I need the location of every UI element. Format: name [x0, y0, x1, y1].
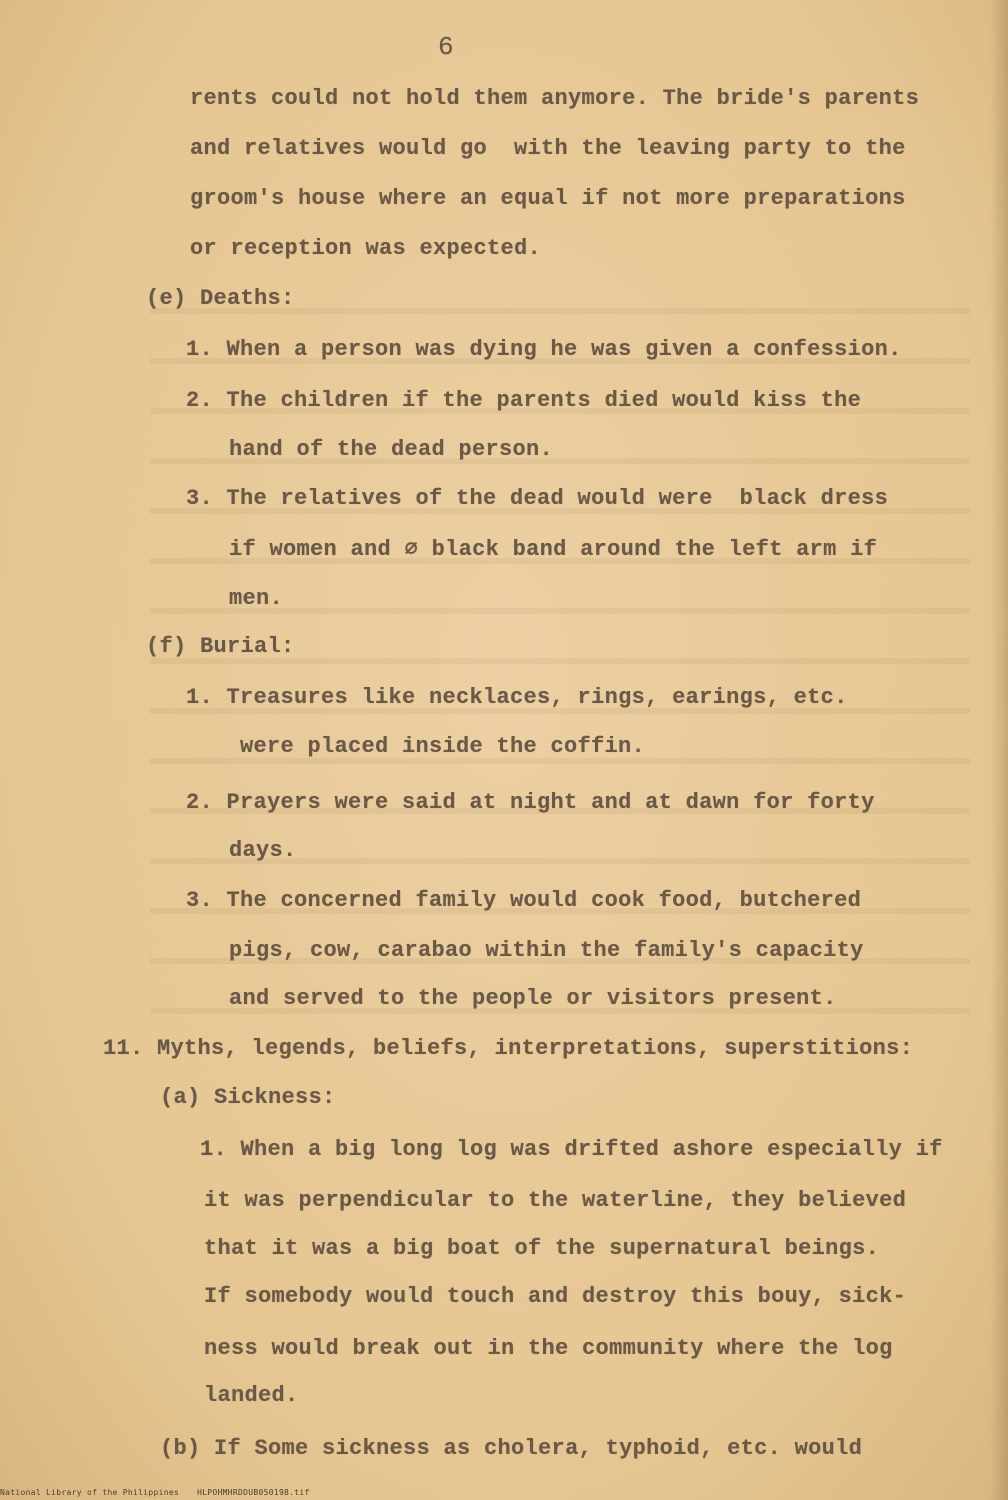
list-item-continuation: If somebody would touch and destroy this bouy, sick- [204, 1284, 907, 1309]
text-line: rents could not hold them anymore. The bride's parents [190, 86, 920, 111]
list-item: 3. The relatives of the dead would were black dress [186, 486, 889, 511]
list-item-continuation: if women and ∅ black band around the left arm if [229, 537, 878, 562]
list-item-continuation: days. [229, 838, 297, 863]
list-item: 2. The children if the parents died would kiss the [186, 388, 862, 413]
list-item-continuation: were placed inside the coffin. [240, 734, 646, 759]
list-item: 1. When a big long log was drifted ashore especially if [200, 1137, 943, 1162]
list-item: 1. Treasures like necklaces, rings, earings, etc. [186, 685, 848, 710]
list-item: 2. Prayers were said at night and at dawn for forty [186, 790, 875, 815]
list-item-continuation: that it was a big boat of the supernatural beings. [204, 1236, 880, 1261]
list-item-continuation: pigs, cow, carabao within the family's capacity [229, 938, 864, 963]
page-number: 6 [438, 32, 454, 62]
text-line: groom's house where an equal if not more preparations [190, 186, 906, 211]
page-edge [990, 0, 1008, 1500]
subsection-heading-sickness: (a) Sickness: [160, 1085, 336, 1110]
footer-file: HLPOHMHRDDUB050198.tif [197, 1488, 310, 1497]
footer-source: National Library of the Philippines [0, 1488, 180, 1497]
list-item-continuation: landed. [204, 1383, 299, 1408]
list-item-continuation: ness would break out in the community where the log [204, 1336, 893, 1361]
text-line: or reception was expected. [190, 236, 542, 261]
section-heading-deaths: (e) Deaths: [146, 286, 295, 311]
section-heading-myths: 11. Myths, legends, beliefs, interpretations, superstitions: [103, 1036, 914, 1061]
list-item-continuation: it was perpendicular to the waterline, they believed [204, 1188, 907, 1213]
section-heading-burial: (f) Burial: [146, 634, 295, 659]
list-item-continuation: and served to the people or visitors present. [229, 986, 837, 1011]
list-item: 3. The concerned family would cook food, butchered [186, 888, 862, 913]
list-item-continuation: men. [229, 586, 284, 611]
list-item: 1. When a person was dying he was given a confession. [186, 337, 902, 362]
archive-footer [0, 1488, 328, 1497]
subsection-item: (b) If Some sickness as cholera, typhoid, etc. would [160, 1436, 863, 1461]
text-line: and relatives would go with the leaving party to the [190, 136, 906, 161]
list-item-continuation: hand of the dead person. [229, 437, 554, 462]
